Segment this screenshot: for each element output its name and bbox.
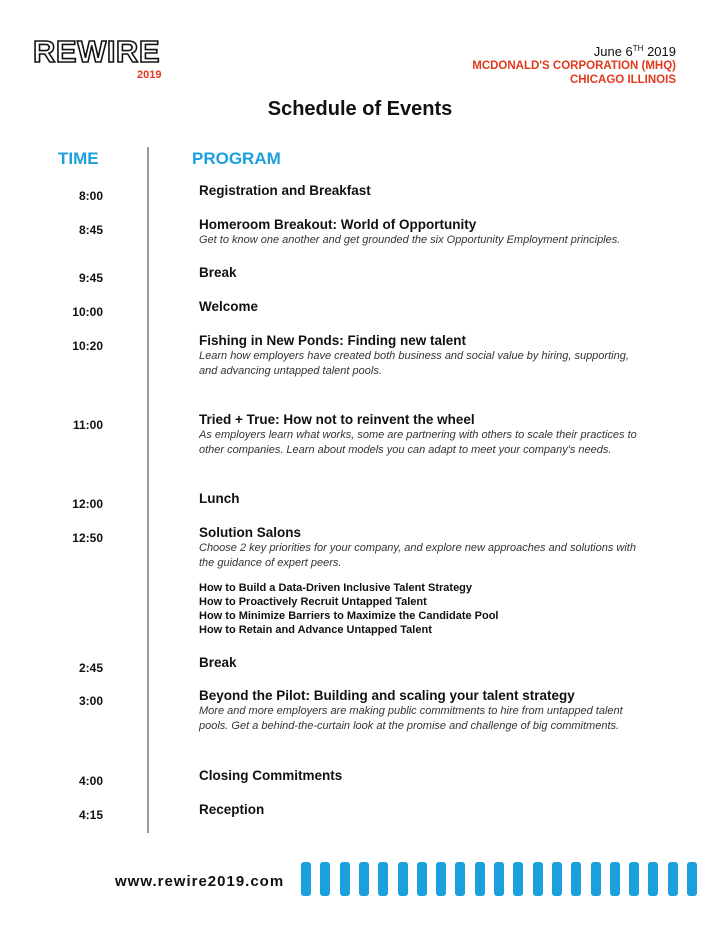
schedule-program (199, 768, 679, 784)
footer-bar (629, 862, 639, 896)
schedule-program (199, 299, 679, 315)
schedule-program (199, 802, 679, 818)
schedule-time: 4:15 (78, 808, 103, 822)
schedule-time: 8:00 (78, 189, 103, 203)
schedule-program (199, 525, 679, 637)
event-info (472, 41, 676, 87)
session-title: Closing Commitments (199, 768, 343, 783)
schedule-program (199, 688, 679, 733)
footer-bar (340, 862, 350, 896)
session-title: Welcome (199, 299, 259, 314)
footer-bar (455, 862, 465, 896)
footer-bar (552, 862, 562, 896)
session-title: Registration and Breakfast (199, 183, 371, 198)
schedule-time: 2:45 (78, 661, 103, 675)
website-url[interactable]: www.rewire2019.com (115, 873, 285, 890)
schedule-program (199, 491, 679, 507)
session-description-line: Choose 2 key priorities for your company, and explore new approaches and solutions with (199, 542, 636, 554)
rewire-logo (33, 34, 162, 81)
session-description-line: Get to know one another and get grounded the six Opportunity Employment principles. (199, 234, 621, 246)
footer-bar (668, 862, 678, 896)
footer-bar (687, 862, 697, 896)
footer-bar (571, 862, 581, 896)
session-title: Lunch (199, 491, 240, 506)
session-description-line: Learn how employers have created both business and social value by hiring, supporting, (199, 350, 629, 362)
schedule-program (199, 217, 679, 248)
schedule-time: 9:45 (78, 271, 103, 285)
footer-bar (533, 862, 543, 896)
event-date (472, 41, 676, 59)
schedule-program (199, 333, 679, 378)
footer-bar (378, 862, 388, 896)
event-city: CHICAGO ILLINOIS (569, 74, 676, 86)
schedule-program (199, 412, 679, 457)
footer-decorative-bars (301, 862, 706, 896)
schedule-time: 4:00 (78, 774, 103, 788)
footer-bar (648, 862, 658, 896)
salon-topic: How to Minimize Barriers to Maximize the Candidate Pool (199, 610, 499, 622)
session-description-line: More and more employers are making public commitments to hire from untapped talent (199, 705, 623, 717)
salon-topic: How to Build a Data-Driven Inclusive Talent Strategy (199, 582, 473, 594)
footer-bar (513, 862, 523, 896)
footer-bar (359, 862, 369, 896)
session-description-line: the guidance of expert peers. (199, 556, 342, 569)
session-title: Fishing in New Ponds: Finding new talent (199, 333, 466, 348)
footer-bar (320, 862, 330, 896)
schedule-program (199, 265, 679, 281)
event-date-year: 2019 (643, 44, 676, 59)
footer-bar (494, 862, 504, 896)
schedule-time: 3:00 (78, 694, 103, 708)
session-description-line: and advancing untapped talent pools. (199, 364, 382, 377)
session-title: Beyond the Pilot: Building and scaling your talent strategy (199, 688, 575, 703)
footer-bar (398, 862, 408, 896)
schedule-time: 8:45 (78, 223, 103, 237)
event-date-day: June 6 (593, 44, 633, 59)
session-title: Reception (199, 802, 265, 817)
schedule-program (199, 655, 679, 671)
salon-topic: How to Proactively Recruit Untapped Talent (199, 596, 427, 608)
footer-bar (475, 862, 485, 896)
schedule-time: 10:00 (72, 305, 103, 319)
event-venue: MCDONALD'S CORPORATION (MHQ) (472, 60, 676, 72)
session-description-line: other companies. Learn about models you can adapt to meet your company's needs. (199, 443, 612, 456)
schedule-time: 10:20 (72, 339, 103, 353)
session-description-line: pools. Get a behind-the-curtain look at the promise and challenge of big commitments. (199, 719, 620, 732)
program-column-header: PROGRAM (192, 149, 281, 168)
logo-wordmark: REWIRE (33, 34, 160, 69)
logo-year: 2019 (137, 69, 162, 81)
footer-bar (301, 862, 311, 896)
footer-bar (610, 862, 620, 896)
session-title: Break (199, 265, 237, 280)
column-divider (147, 147, 149, 833)
schedule-program (199, 183, 679, 199)
schedule-time: 11:00 (72, 418, 103, 432)
footer-bar (436, 862, 446, 896)
salon-topic: How to Retain and Advance Untapped Talent (199, 624, 432, 636)
footer-bar (417, 862, 427, 896)
schedule-time: 12:00 (72, 497, 103, 511)
salon-topic-list (199, 581, 679, 637)
page-title: Schedule of Events (267, 98, 453, 120)
footer-bar (591, 862, 601, 896)
session-title: Tried + True: How not to reinvent the wheel (199, 412, 475, 427)
time-column-header: TIME (58, 149, 99, 168)
session-title: Homeroom Breakout: World of Opportunity (199, 217, 477, 232)
session-description-line: As employers learn what works, some are partnering with others to scale their practices to (199, 429, 637, 441)
session-title: Break (199, 655, 237, 670)
session-title: Solution Salons (199, 525, 302, 540)
event-date-suffix: TH (632, 44, 644, 53)
schedule-time: 12:50 (72, 531, 103, 545)
